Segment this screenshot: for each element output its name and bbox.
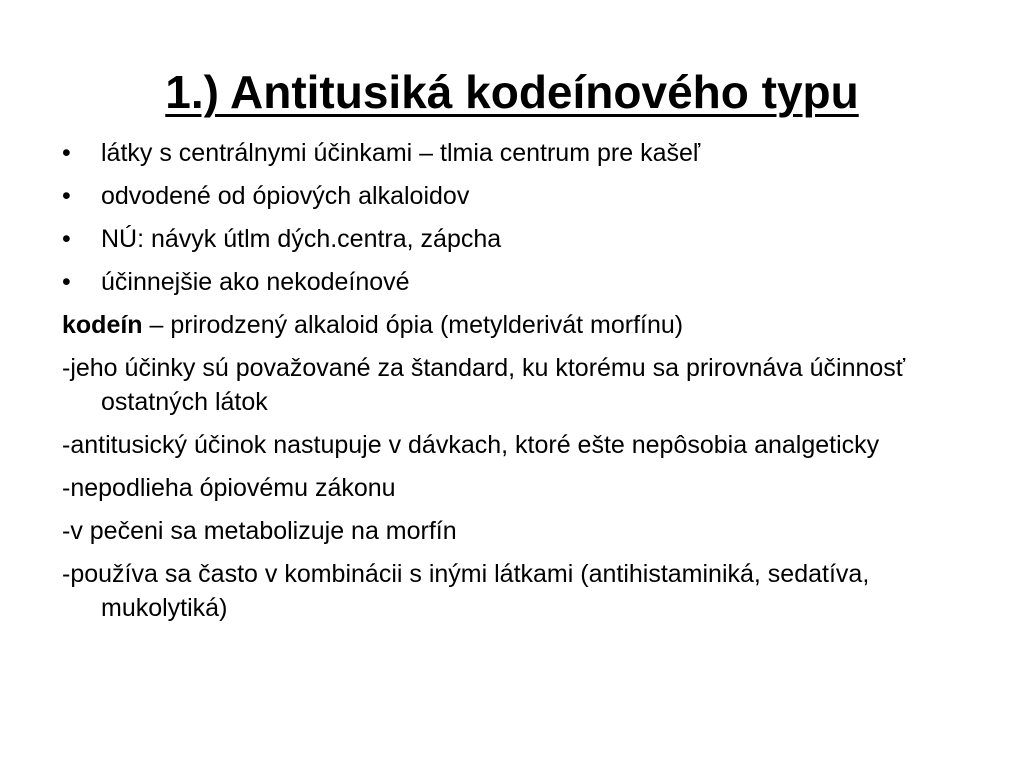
bullet-dot-icon: • <box>62 182 71 210</box>
bullet-item <box>62 136 962 170</box>
paragraph-metabolism: -v pečeni sa metabolizuje na morfín <box>62 517 457 545</box>
slide-body <box>62 136 962 625</box>
bullet-text: látky s centrálnymi účinkami – tlmia centrum pre kašeľ <box>101 139 701 167</box>
bullet-item <box>62 222 962 256</box>
bullet-item <box>62 179 962 213</box>
slide-title <box>0 62 1024 122</box>
slide-title-text: 1.) Antitusiká kodeínového typu <box>165 66 859 118</box>
bullet-dot-icon: • <box>62 225 71 253</box>
bullet-text: účinnejšie ako nekodeínové <box>101 268 410 296</box>
paragraph-dose: -antitusický účinok nastupuje v dávkach, ktoré ešte nepôsobia analgeticky <box>62 431 880 459</box>
kodein-definition: – prirodzený alkaloid ópia (metylderivát morfínu) <box>142 311 684 339</box>
bullet-text: NÚ: návyk útlm dých.centra, zápcha <box>101 225 502 253</box>
paragraph-standard: -jeho účinky sú považované za štandard, ku ktorému sa prirovnáva účinnosť ostatných látok <box>62 354 906 416</box>
kodein-term: kodeín <box>62 311 143 339</box>
bullet-dot-icon: • <box>62 139 71 167</box>
paragraph-law: -nepodlieha ópiovému zákonu <box>62 474 396 502</box>
bullet-dot-icon: • <box>62 268 71 296</box>
paragraph-combination: -používa sa často v kombinácii s inými látkami (antihistaminiká, sedatíva, mukolytiká) <box>62 560 870 622</box>
kodein-line <box>62 308 962 342</box>
bullet-list <box>62 136 962 299</box>
bullet-item <box>62 265 962 299</box>
bullet-text: odvodené od ópiových alkaloidov <box>101 182 470 210</box>
